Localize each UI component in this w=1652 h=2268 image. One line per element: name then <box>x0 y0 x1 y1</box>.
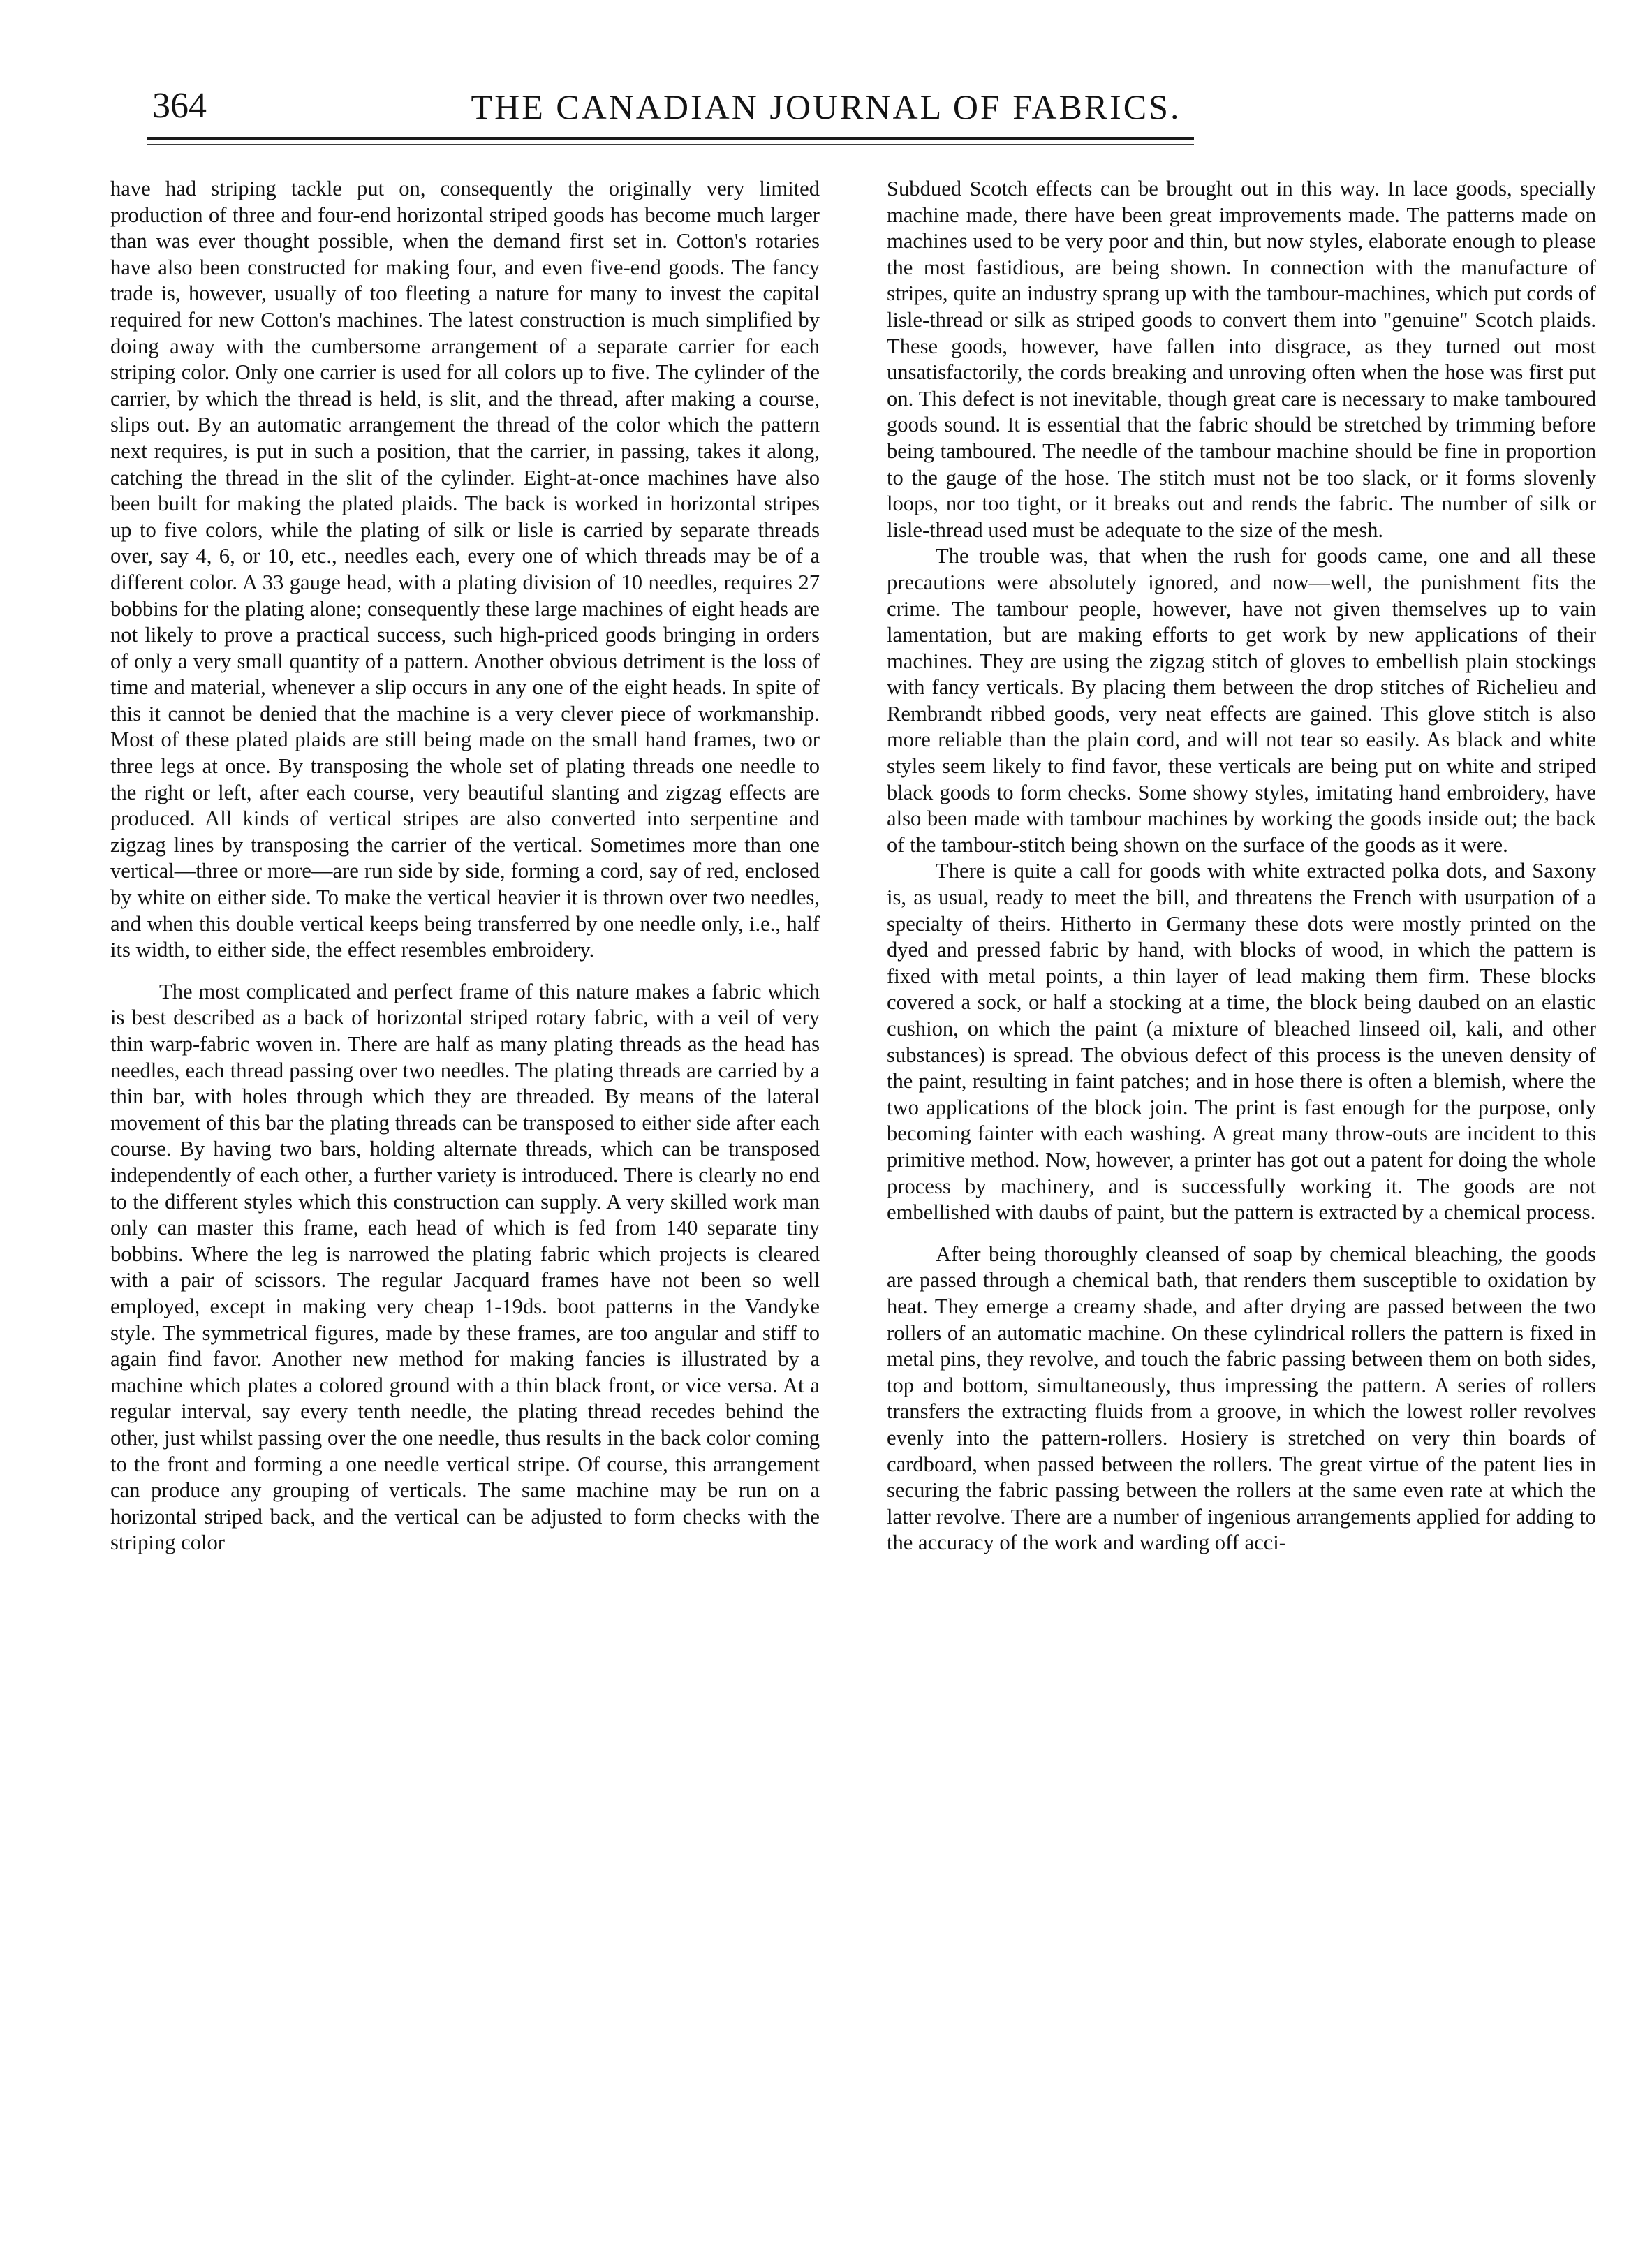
paragraph: The most complicated and perfect frame of this nature makes a fabric which is best described as a back of horizontal striped rotary fabric, with a veil of very thin warp-fabric woven in. There are half as many plating threads as the head has needles, each thread passing over two needles. The plating threads are carried by a thin bar, with holes through which they are threaded. By means of the lateral movement of this bar the plating threads can be transposed to either side after each course. By having two bars, holding alternate threads, which can be transposed independently of each other, a further variety is introduced. There is clearly no end to the different styles which this construction can supply. A very skilled work man only can master this frame, each head of which is fed from 140 separate tiny bobbins. Where the leg is narrowed the plating fabric which projects is cleared with a pair of scissors. The regular Jacquard frames have not been so well employed, except in making very cheap 1-19ds. boot patterns in the Vandyke style. The symmetrical figures, made by these frames, are too angular and stiff to again find favor. Another new method for making fancies is illustrated by a machine which plates a colored ground with a thin black front, or vice versa. At a regular interval, say every tenth needle, the plating thread recedes behind the other, just whilst passing over the one needle, thus results in the back color coming to the front and forming a one needle vertical stripe. Of course, this arrangement can produce any grouping of verticals. The same machine may be run on a horizontal striped back, and the vertical can be adjusted to form checks with the striping color <box>110 979 820 1555</box>
journal-title: THE CANADIAN JOURNAL OF FABRICS. <box>471 87 1181 126</box>
left-column <box>110 176 820 2222</box>
page-number: 364 <box>152 86 207 126</box>
paragraph: The trouble was, that when the rush for goods came, one and all these precautions were absolutely ignored, and now—well, the punishment fits the crime. The tambour people, however, have not given themselves up to vain lamentation, but are making efforts to get work by new applications of their machines. They are using the zigzag stitch of gloves to embellish plain stockings with fancy verticals. By placing them between the drop stitches of Richelieu and Rembrandt ribbed goods, very neat effects are gained. This glove stitch is also more reliable than the plain cord, and will not tear so easily. As black and white styles seem likely to find favor, these verticals are being put on white and striped black goods to form checks. Some showy styles, imitating hand embroidery, have also been made with tambour machines by working the goods inside out; the back of the tambour-stitch being shown on the surface of the goods as it were. <box>887 544 1596 857</box>
right-column <box>887 176 1596 2222</box>
header-rule <box>147 137 1194 140</box>
paragraph: Subdued Scotch effects can be brought out in this way. In lace goods, specially machine made, there have been great improvements made. The patterns made on machines used to be very poor and thin, but now styles, elaborate enough to please the most fastidious, are being shown. In connection with the manufacture of stripes, quite an industry sprang up with the tambour-machines, which put cords of lisle-thread or silk as striped goods to convert them into "genuine" Scotch plaids. These goods, however, have fallen into disgrace, as they turned out most unsatisfactorily, the cords breaking and unroving often when the hose was first put on. This defect is not inevitable, though great care is necessary to make tamboured goods sound. It is essential that the fabric should be stretched by trimming before being tamboured. The needle of the tambour machine should be fine in proportion to the gauge of the hose. The stitch must not be too slack, or it forms slovenly loops, nor too tight, or it breaks out and rends the fabric. The number of silk or lisle-thread used must be adequate to the size of the mesh. <box>887 177 1596 542</box>
paragraph: After being thoroughly cleansed of soap by chemical bleaching, the goods are passed through a chemical bath, that renders them susceptible to oxidation by heat. They emerge a creamy shade, and after drying are passed between the two rollers of an automatic machine. On these cylindrical rollers the pattern is fixed in metal pins, they revolve, and touch the fabric passing between them on both sides, top and bottom, simultaneously, thus impressing the pattern. A series of rollers transfers the extracting fluids from a groove, in which the lowest roller revolves evenly into the pattern-rollers. Hosiery is stretched on very thin boards of cardboard, when passed between the rollers. The great virtue of the patent lies in securing the fabric passing between the rollers at the same even rate at which the latter revolve. There are a number of ingenious arrangements applied for adding to the accuracy of the work and warding off acci- <box>887 1242 1596 1555</box>
paragraph: have had striping tackle put on, consequently the originally very limited production of three and four-end horizontal striped goods has become much larger than was ever thought possible, when the demand first set in. Cotton's rotaries have also been constructed for making four, and even five-end goods. The fancy trade is, however, usually of too fleeting a nature for many to invest the capital required for new Cotton's machines. The latest construction is much simplified by doing away with the cumbersome arrangement of a separate carrier for each striping color. Only one carrier is used for all colors up to five. The cylinder of the carrier, by which the thread is held, is slit, and the thread, after making a course, slips out. By an automatic arrangement the thread of the color which the pattern next requires, is put in such a position, that the carrier, in passing, takes it along, catching the thread in the slit of the cylinder. Eight-at-once machines have also been built for making the plated plaids. The back is worked in horizontal stripes up to five colors, while the plating of silk or lisle is carried by separate threads over, say 4, 6, or 10, etc., needles each, every one of which threads may be of a different color. A 33 gauge head, with a plating division of 10 needles, requires 27 bobbins for the plating alone; consequently these large machines of eight heads are not likely to prove a practical success, such high-priced goods bringing in orders of only a very small quantity of a pattern. Another obvious detriment is the loss of time and material, whenever a slip occurs in any one of the eight heads. In spite of this it cannot be denied that the machine is a very clever piece of workmanship. Most of these plated plaids are still being made on the small hand frames, two or three legs at once. By transposing the whole set of plating threads one needle to the right or left, after each course, very beautiful slanting and zigzag effects are produced. All kinds of vertical stripes are also converted into serpentine and zigzag lines by transposing the carrier of the vertical. Sometimes more than one vertical—three or more—are run side by side, forming a cord, say of red, enclosed by white on either side. To make the vertical heavier it is thrown over two needles, and when this double vertical keeps being transferred by one needle only, i.e., half its width, to either side, the effect resembles embroidery. <box>110 177 820 962</box>
paragraph: There is quite a call for goods with white extracted polka dots, and Saxony is, as usual, ready to meet the bill, and threatens the French with usurpation of a specialty of theirs. Hitherto in Germany these dots were mostly printed on the dyed and pressed fabric by hand, with blocks of wood, in which the pattern is fixed with metal points, a thin layer of lead making them firm. These blocks covered a sock, or half a stocking at a time, the block being daubed on an elastic cushion, on which the paint (a mixture of bleached linseed oil, kali, and other substances) is spread. The obvious defect of this process is the uneven density of the paint, resulting in faint patches; and in hose there is often a blemish, where the two applications of the block join. The print is fast enough for the purpose, only becoming fainter with each washing. A great many throw-outs are incident to this primitive method. Now, however, a printer has got out a patent for doing the whole process by machinery, and is successfully working it. The goods are not embellished with daubs of paint, but the pattern is extracted by a chemical process. <box>887 859 1596 1225</box>
header-rule-thin <box>147 144 1194 145</box>
